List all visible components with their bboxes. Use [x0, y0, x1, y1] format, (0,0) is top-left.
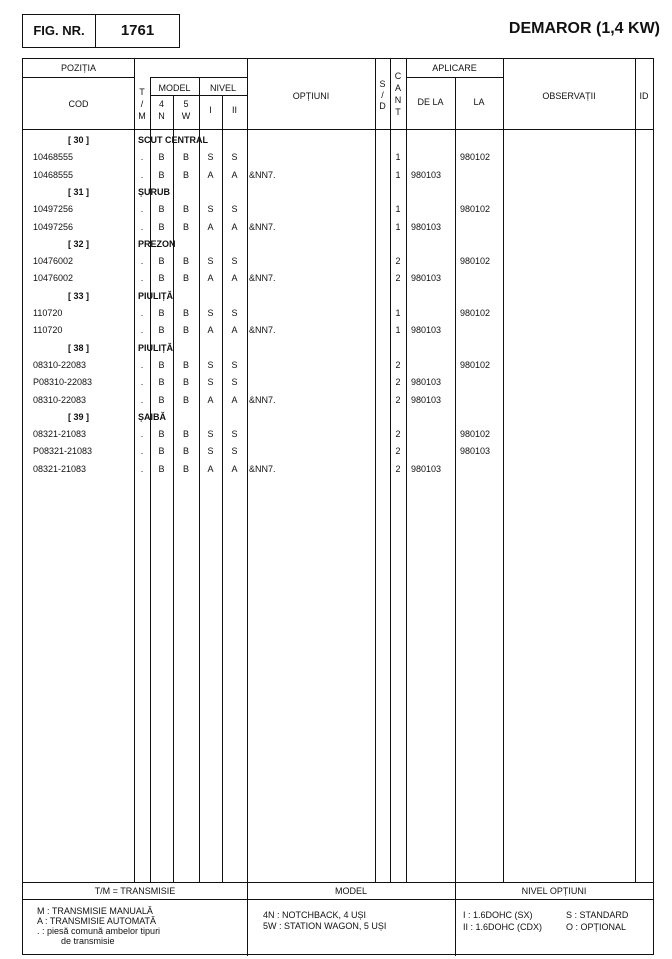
cell-n2: A	[231, 221, 238, 232]
legend-nivel-ii: II : 1.6DOHC (CDX)	[463, 922, 543, 932]
cell-cant: 2	[395, 394, 401, 405]
cell-n1: S	[207, 429, 214, 440]
group-position: [ 33 ]	[67, 290, 89, 301]
cell-n1: S	[207, 377, 214, 388]
cell-m5: B	[182, 463, 189, 474]
cell-n2: A	[231, 394, 238, 405]
table-row	[23, 222, 653, 234]
cell-n2: S	[231, 308, 238, 318]
table-row	[23, 464, 653, 476]
cell-cant: 1	[395, 308, 401, 318]
header-slash: /	[140, 99, 144, 109]
cell-n2: S	[231, 256, 238, 267]
cell-cant: 1	[395, 325, 401, 336]
cell-cod: 10468555	[33, 169, 74, 180]
divider	[150, 77, 247, 78]
group-name: ȘAIBĂ	[138, 411, 167, 422]
header-de-la: DE LA	[417, 97, 444, 107]
header-cod: COD	[68, 99, 89, 109]
cell-m5: B	[182, 377, 189, 388]
cell-la: 980102	[460, 204, 491, 215]
cell-n2: A	[231, 169, 238, 180]
cell-cant: 2	[395, 446, 401, 457]
cell-cant: 2	[395, 256, 401, 267]
cell-m4: B	[158, 169, 165, 180]
cell-tm: .	[140, 273, 144, 284]
cell-m4: B	[158, 429, 165, 440]
cell-n1: S	[207, 359, 214, 370]
table-row	[23, 395, 653, 407]
cell-cant: 1	[395, 152, 401, 163]
table-row	[23, 360, 653, 372]
cell-m5: B	[182, 256, 189, 267]
table-row	[23, 170, 653, 182]
cell-tm: .	[140, 169, 144, 180]
cell-n2: S	[231, 359, 238, 370]
cell-dela: 980103	[411, 221, 442, 232]
cell-cod: 08321-21083	[33, 429, 87, 440]
cell-dela: 980103	[411, 169, 442, 180]
cell-n2: S	[231, 204, 238, 215]
cell-n2: S	[231, 377, 238, 388]
cell-m4: B	[158, 325, 165, 336]
header-la: LA	[473, 97, 485, 107]
legend-tm-m: M : TRANSMISIE MANUALĂ	[37, 906, 153, 916]
cell-opt: &NN7.	[249, 325, 276, 336]
divider	[150, 95, 247, 96]
cell-tm: .	[140, 463, 144, 474]
header-m: M	[138, 111, 146, 121]
cell-n1: A	[207, 221, 214, 232]
cell-n2: A	[231, 463, 238, 474]
group-name: SCUT CENTRAL	[138, 135, 208, 145]
cell-cod: 10497256	[33, 221, 74, 232]
cell-cod: 10497256	[33, 204, 74, 215]
cell-n2: S	[231, 446, 238, 457]
parts-table	[22, 58, 654, 955]
cell-opt: &NN7.	[249, 273, 276, 284]
cell-n2: A	[231, 273, 238, 284]
group-row	[23, 135, 653, 147]
cell-la: 980102	[460, 429, 491, 440]
header-model-4: 4	[158, 99, 164, 109]
cell-tm: .	[140, 377, 144, 388]
cell-m4: B	[158, 221, 165, 232]
figure-number: 1761	[120, 22, 155, 39]
legend-tm-dot2: de transmisie	[61, 936, 115, 946]
cell-cod: P08321-21083	[33, 446, 93, 457]
page-title: DEMAROR (1,4 KW)	[508, 20, 660, 37]
cell-n1: S	[207, 256, 214, 267]
header-model-n: N	[158, 111, 165, 121]
cell-la: 980102	[460, 152, 491, 163]
group-name: ȘURUB	[138, 186, 171, 197]
header-observatii: OBSERVAȚII	[542, 91, 596, 101]
group-position: [ 30 ]	[67, 135, 89, 145]
cell-cod: P08310-22083	[33, 377, 93, 388]
group-position: [ 39 ]	[67, 411, 89, 422]
group-name: PIULIȚĂ	[138, 342, 173, 353]
group-position: [ 38 ]	[67, 342, 89, 353]
cell-m4: B	[158, 377, 165, 388]
cell-cod: 10468555	[33, 152, 74, 163]
header-model: MODEL	[158, 83, 191, 93]
figure-label: FIG. NR.	[23, 15, 96, 47]
legend-tm-dot: . : piesă comună ambelor tipuri	[37, 926, 161, 936]
group-row	[23, 412, 653, 424]
cell-tm: .	[140, 359, 144, 370]
cell-la: 980102	[460, 308, 491, 318]
header-s: S	[379, 79, 386, 89]
cell-cant: 1	[395, 221, 401, 232]
cell-tm: .	[140, 152, 144, 163]
divider	[23, 899, 653, 900]
legend-model-title: MODEL	[334, 886, 367, 896]
cell-cod: 110720	[33, 325, 63, 336]
cell-tm: .	[140, 204, 144, 215]
header-aplicare: APLICARE	[432, 63, 477, 73]
cell-m4: B	[158, 394, 165, 405]
group-row	[23, 239, 653, 251]
cell-m5: B	[182, 429, 189, 440]
cell-m5: B	[182, 446, 189, 457]
header-t: T	[139, 87, 145, 97]
table-row	[23, 429, 653, 441]
header-nivel-ii: II	[231, 105, 237, 115]
table-row	[23, 325, 653, 337]
table-row	[23, 446, 653, 458]
legend-model-5w: 5W : STATION WAGON, 5 UȘI	[263, 921, 387, 931]
cell-m5: B	[182, 359, 189, 370]
cell-tm: .	[140, 446, 144, 457]
divider	[406, 77, 503, 78]
cell-n1: A	[207, 463, 214, 474]
cell-cod: 10476002	[33, 273, 74, 284]
cell-la: 980103	[460, 446, 491, 457]
cell-n2: A	[231, 325, 238, 336]
table-row	[23, 256, 653, 268]
table-row	[23, 152, 653, 164]
cell-tm: .	[140, 429, 144, 440]
header-model-w: W	[181, 111, 191, 121]
group-name: PIULIȚĂ	[138, 290, 173, 301]
legend-tm-title: T/M = TRANSMISIE	[94, 886, 176, 896]
cell-m5: B	[182, 169, 189, 180]
cell-m4: B	[158, 152, 165, 163]
cell-dela: 980103	[411, 325, 442, 336]
cell-dela: 980103	[411, 463, 442, 474]
header-cant-t: T	[395, 107, 401, 117]
cell-opt: &NN7.	[249, 221, 276, 232]
cell-dela: 980103	[411, 394, 442, 405]
header-id: ID	[639, 91, 649, 101]
cell-n1: A	[207, 394, 214, 405]
cell-n1: A	[207, 325, 214, 336]
cell-m4: B	[158, 446, 165, 457]
cell-m4: B	[158, 273, 165, 284]
group-row	[23, 187, 653, 199]
cell-m4: B	[158, 463, 165, 474]
divider	[23, 882, 653, 883]
cell-cod: 10476002	[33, 256, 74, 267]
group-position: [ 31 ]	[67, 186, 89, 197]
cell-opt: &NN7.	[249, 463, 276, 474]
cell-cant: 2	[395, 359, 401, 370]
cell-la: 980102	[460, 359, 491, 370]
legend-nivel-o: O : OPȚIONAL	[566, 922, 627, 932]
cell-cod: 08321-21083	[33, 463, 87, 474]
cell-dela: 980103	[411, 377, 442, 388]
cell-n1: S	[207, 446, 214, 457]
header-nivel: NIVEL	[209, 83, 236, 93]
cell-m5: B	[182, 273, 189, 284]
legend-nivel-s: S : STANDARD	[566, 910, 629, 920]
header-sd-slash: /	[381, 90, 384, 100]
header-d: D	[379, 101, 386, 111]
cell-cant: 1	[395, 204, 401, 215]
cell-n2: S	[231, 429, 238, 440]
cell-cant: 2	[395, 273, 401, 284]
cell-cant: 2	[395, 377, 401, 388]
cell-n1: S	[207, 204, 214, 215]
cell-n1: S	[207, 308, 214, 318]
cell-tm: .	[140, 256, 144, 267]
header-optiuni: OPȚIUNI	[292, 91, 330, 101]
table-row	[23, 308, 653, 320]
group-name: PREZON	[138, 238, 176, 249]
legend-tm-a: A : TRANSMISIE AUTOMATĂ	[37, 916, 157, 926]
table-row	[23, 204, 653, 216]
cell-m5: B	[182, 221, 189, 232]
cell-n1: S	[207, 152, 214, 163]
group-position: [ 32 ]	[67, 238, 89, 249]
cell-cant: 1	[395, 169, 401, 180]
cell-m4: B	[158, 204, 165, 215]
group-row	[23, 343, 653, 355]
cell-m5: B	[182, 394, 189, 405]
header-cant-a: A	[394, 83, 401, 93]
cell-m4: B	[158, 256, 165, 267]
cell-m5: B	[182, 308, 189, 318]
group-row	[23, 291, 653, 303]
cell-m4: B	[158, 359, 165, 370]
divider	[23, 77, 134, 78]
cell-opt: &NN7.	[249, 169, 276, 180]
table-row	[23, 377, 653, 389]
cell-n2: S	[231, 152, 238, 163]
cell-tm: .	[140, 308, 144, 318]
legend-nivel-i: I : 1.6DOHC (SX)	[463, 910, 533, 920]
cell-n1: A	[207, 273, 214, 284]
cell-m4: B	[158, 308, 165, 318]
cell-m5: B	[182, 152, 189, 163]
cell-cant: 2	[395, 429, 401, 440]
table-row	[23, 273, 653, 285]
cell-tm: .	[140, 394, 144, 405]
header-cant-n: N	[394, 95, 402, 105]
cell-la: 980102	[460, 256, 491, 267]
cell-cant: 2	[395, 463, 401, 474]
cell-tm: .	[140, 325, 144, 336]
header-cant-c: C	[394, 71, 402, 81]
cell-cod: 08310-22083	[33, 359, 87, 370]
header-pozitia: POZIȚIA	[60, 63, 96, 73]
cell-m5: B	[182, 325, 189, 336]
legend-model-4n: 4N : NOTCHBACK, 4 UȘI	[263, 910, 367, 920]
cell-opt: &NN7.	[249, 394, 276, 405]
cell-n1: A	[207, 169, 214, 180]
figure-number-box	[22, 14, 180, 48]
header-model-5: 5	[183, 99, 189, 109]
cell-dela: 980103	[411, 273, 442, 284]
cell-cod: 110720	[33, 308, 63, 318]
divider	[23, 129, 653, 130]
cell-cod: 08310-22083	[33, 394, 87, 405]
cell-tm: .	[140, 221, 144, 232]
cell-m5: B	[182, 204, 189, 215]
legend-nivel-title: NIVEL OPȚIUNI	[521, 886, 587, 896]
header-nivel-i: I	[209, 105, 212, 115]
